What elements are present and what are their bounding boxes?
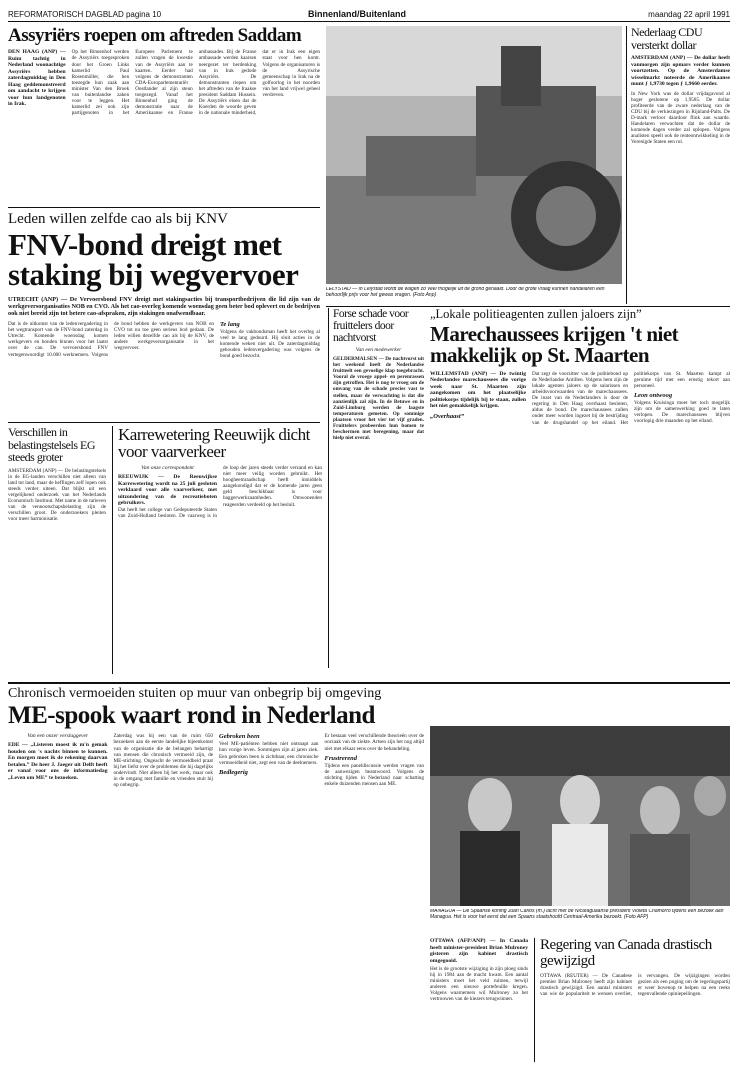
article-lead: WILLEMSTAD (ANP) — De twintig Nederlandse marechaussees die vorige week naar St. Maarten zijn aangekomen om het plaatselijke politiekorps tijdelijk bij te staan, zullen het niet gemakkelijk krijgen. <box>430 370 526 410</box>
tractor-photo-image <box>326 26 622 284</box>
photo-managua-caption: MANAGUA — De Spaanse koning Juan Carlos (m.) lacht met de Nicaraguaanse president Violeta Chamorro tijdens een bezoek aan Managua. Het is voor het eerst dat een Spaans staatshoofd Centraal-Amerika bezoekt. (Foto AFP) <box>430 909 724 920</box>
article-text: AMSTERDAM (ANP) — De belastingstelsels in de EG-landen verschillen niet alleen van land tot land, maar de heffingen zelf lopen ook steeds verder uiteen. Dat blijkt uit een vergelijkend onderzoek van het Nederlands Economisch Instituut. Met name in de tarieven van de vennootschapsbelasting zijn de verschillen groot. De onderzoekers pleiten voor meer harmonisatie. <box>8 467 106 523</box>
article-text: Op het Binnenhof werden de Assyriërs toegesproken door het Groen Links kamerlid Paul Rosenmöller, die hen toezegde hun zaak aan minister Van den Broek van buitenlandse zaken voor te leggen. Het kamerlid zei ook zijn partijgenoten in het Europees Parlement te zullen vragen de kwestie van de Assyriërs aan te kaarten. Eerder had volgens de demonstranten CDA-Europarlementariër Oostlander al zijn steun toegezegd. Vanaf het Binnenhof ging de demonstratie naar de Amerikaanse en Franse ambassades. Bij de Franse ambassade werden kaarsen neergezet ter herdenking van in Irak gedode Assyriërs. De demonstranten riepen om het aftreden van de Iraakse president Saddam Hussein. De Assyriërs eisen dat de Koerden de woorde geven in de nationale minderheid, dat er in Irak een eigen staat voor hen komt. Volgens de organisatoren is de Assyrische gemeenschap in Irak na de golfoorlog in het noorden van het land vrijwel geheel verdreven. <box>71 49 320 117</box>
headline: Marechaussees krijgen 't niet makkelijk op St. Maarten <box>430 321 679 367</box>
subhead-3: Frustrerend <box>324 754 358 762</box>
headline: Assyriërs roepen om aftreden Saddam <box>8 26 302 46</box>
article-reeuwijk <box>112 426 322 674</box>
subhead: „Overhaast” <box>430 412 464 420</box>
article-fnv <box>8 211 320 419</box>
section-name: Binnenland/Buitenland <box>308 9 406 19</box>
article-text-2: Volgens Kruisinga moet het toch mogelijk zijn om de samenwerking goed te laten verlopen. De marechaussees blijven voorlopig drie maanden op het eiland. <box>634 400 730 425</box>
article-text: Dat heeft het college van Gedeputeerde Staten van Zuid-Holland besloten. De vaarweg is in de loop der jaren steeds verder verzand en kan niet meer veilig worden gebruikt. Het hoogheemraadschap heeft inmiddels aangekondigd dat er de komende jaren geen geld beschikbaar is voor baggerwerkzaamheden. Omwonenden reageerden verdeeld op het besluit. <box>118 465 322 519</box>
managua-photo-image <box>430 726 730 906</box>
article-text-2: Veel ME-patiënten hebben niet ontsnapt aan hun vorige leven. Sommigen zijn al jaren ziek. Een gebroken been is zichtbaar, een chronische vermoeidheid niet, zegt een van de deelnemers. <box>219 741 319 766</box>
article-body <box>8 321 320 401</box>
article-body <box>8 733 424 1058</box>
subhead-2: Bedlegerig <box>219 768 248 776</box>
photo-tractor-caption: LELYSTAD — In Lelystad wordt de wagen zo veel mogelijk uit de grond gehaald. Door de grote vraag kunnen handelaren een behoorlijk prijs voor het gewas vragen. (Foto Anp) <box>326 287 605 298</box>
headline: Regering van Canada drastisch gewijzigd <box>540 938 712 969</box>
kicker: Chronisch vermoeiden stuiten op muur van onbegrip bij omgeving <box>8 686 382 701</box>
article-text: GELDERMALSEN — De nachtvorst uit het weekend heeft de Nederlandse fruitteelt een gevoelige klap toegebracht. Vooral de vroege appel- en perenrassen zijn getroffen. Het is nog te vroeg om de omvang van de schade precies vast te stellen, maar de verwachting is dat die aanzienlijk zal zijn. In de Betuwe en in Zuid-Limburg werden de laagste temperaturen gemeten. Op sommige plaatsen vroor het vier tot vijf graden. Fruittelers probeerden hun bomen te beschermen met beregening, maar dat hielp niet overal. <box>333 356 424 442</box>
article-text: Het is de grootste wijziging in zijn ploeg sinds hij in 1984 aan de macht kwam. Een aantal ministers moet het veld ruimen, terwijl anderen een nieuwe portefeuille kregen. Volgens waarnemers wil Mulroney zo het vertrouwen van de kiezers terugwinnen. <box>430 966 528 1003</box>
article-canada <box>534 938 730 1062</box>
byline: Van een medewerker <box>355 347 402 353</box>
article-body <box>118 465 322 665</box>
subhead: Te lang <box>220 321 240 329</box>
issue-date: maandag 22 april 1991 <box>648 10 730 19</box>
article-marechaussees <box>430 308 730 678</box>
headline: Verschillen in belastingstelsels EG steeds groter <box>8 426 95 464</box>
article-cdu <box>626 26 730 304</box>
headline: ME-spook waart rond in Nederland <box>8 702 375 730</box>
photo-tractor <box>326 26 622 284</box>
article-text-3: Er bestaan veel verschillende theorieën over de oorzaak van de ziekte. Artsen zijn het nog altijd niet met elkaar eens over de behandeling. <box>324 733 424 752</box>
kicker: Leden willen zelfde cao als bij KNV <box>8 211 228 227</box>
article-text-4: Tijdens een paneldiscussie werden vragen van de aanwezigen beantwoord. Volgens de stichting lijden in Nederland naar schatting enkele duizenden mensen aan ME. <box>324 762 424 787</box>
article-body <box>8 49 320 199</box>
byline: Van onze correspondent <box>141 465 194 471</box>
article-lead: UTRECHT (ANP) — De Vervoersbond FNV dreigt met stakingsacties bij transportbedrijven die lid zijn van de werkgeversorganisaties NOB en CVO. Als het cao-overleg komende woensdag geen beter bod oplevert en de bedrijven ook niet bereid zijn tot betere cao-afspraken, zijn stakingen onafwendbaar. <box>8 295 320 317</box>
article-body <box>430 371 730 678</box>
article-lead: DEN HAAG (ANP) — Ruim tachtig in Nederland woonachtige Assyriërs hebben zaterdagmiddag in Den Haag geddemonstreerd om aandacht te krijgen voor hun landgenoten in Irak. <box>8 49 66 108</box>
article-text: In New York was de dollar vrijdagavond al hoger geslotene op 1,9585. De dollar profiteerde van de zware nederlaag van de CDU bij de verkiezingen in Rijnland-Palts. De D-mark verloor daardoor flink aan waarde. Handelaren verwachten dat de dollar de komende dagen verder zal oplopen. Volgens analisten speelt ook de renteontwikkeling in de Verenigde Staten een rol. <box>631 90 730 146</box>
subhead-2: Leon ontwoog <box>634 392 673 400</box>
photo-managua <box>430 726 730 906</box>
article-lead: EDE — „Listeren moest ik m'n gemak houden om 's nachts binnen te kunnen. En morgen moet ik de rekening daarvan betalen.” De heer J. Jaeger uit Delft heeft er vanaf voor ons de informatiedag „Leven om ME” te bezoeken. <box>8 742 108 781</box>
article-mespook <box>8 686 424 1062</box>
subhead: Gebroken been <box>219 733 260 741</box>
article-ottawa <box>430 938 528 1062</box>
article-body <box>540 973 730 1053</box>
headline: Nederlaag CDU versterkt dollar <box>631 26 703 52</box>
article-text: Dat zegt de voorzitter van de politiebond op de Nederlandse Antillen. Volgens hem zijn de lokale agenten jaloers op de salarissen en arbeidsvoorwaarden van de marechaussees. De inzet van de Nederlanders is door de regering in Den Haag overhaast besloten, aldus de bond. De marechaussees zullen onder meer worden ingezet bij de bestrijding van de drugshandel op het eiland. Het politiekorps van St. Maarten kampt al geruime tijd met een ernstig tekort aan personeel. <box>532 370 730 426</box>
article-text: Dat is de uitkomst van de ledenvergadering in het wegtransport van de FNV-bond zaterdag in Utrecht. Komende woensdag komen werkgevers en bonden binnen voor het laatst over de cao. De vervoersbond FNV vertegenwoordigt 10.000 werknemers. Volgens de bond hebben de werkgevers van NOB en CVO tot nu toe geen serieus bod gedaan. De leden willen dezelfde cao als bij de KNV, de andere werkgeversorganisatie in het wegvervoer. <box>8 321 214 358</box>
masthead <box>8 6 730 22</box>
byline: Van een onzer verslaggever <box>27 733 89 740</box>
headline: Karrewetering Reeuwijk dicht voor vaarverkeer <box>118 426 310 461</box>
article-lead: AMSTERDAM (ANP) — De dollar heeft vanmorgen zijn opmars verder kunnen voortzetten. Op de Amsterdamse wisselmarkt noteerde de Amerikaanse munt ƒ 1,9730 tegen ƒ 1,9660 eerder. <box>631 55 730 87</box>
article-text: Zaterdag was hij een van de ruim 650 bezoekers aan de eerste landelijke bijeenkomst van de organisatie die de belangen behartigt van mensen die chronisch vermoeid zijn, de ME-stichting. Ongeacht de vermoeidheid praat hij het liefst over de problemen die hij dagelijks ondervindt. Niet alleen bij het werk, maar ook in de omgang met familie en vrienden stuit hij op onbegrip. <box>113 733 213 789</box>
article-text-2: Volgens de vakbondsman heeft het overleg al veel te lang geduurd. Hij sluit acties in de komende weken niet uit. De zaterdagmiddag gehouden ledenvergadering was volgens de bond goed bezocht. <box>220 329 320 360</box>
kicker: „Lokale politieagenten zullen jaloers zijn” <box>430 308 642 321</box>
article-fruittelers <box>328 308 424 668</box>
article-lead: OTTAWA (AFP/ANP) — In Canada heeft minister-president Brian Mulroney gisteren zijn kabinet drastisch omgegooid. <box>430 938 528 964</box>
paper-name: REFORMATORISCH DAGBLAD pagina 10 <box>8 10 162 19</box>
article-assyriers <box>8 26 320 204</box>
headline: FNV-bond dreigt met staking bij wegvervoer <box>8 226 299 292</box>
newspaper-page <box>8 6 730 1062</box>
headline: Forse schade voor fruittelers door nachtvorst <box>333 308 409 344</box>
article-text: OTTAWA (REUTER) — De Canadese premier Brian Mulroney heeft zijn kabinet drastisch gewijzigd. Een aantal ministers van wie de populariteit te wensen overliet, is vervangen. De wijzigingen worden gezien als een poging om de regeringspartij er weer bovenop te helpen na een reeks tegenvallende opiniepeilingen. <box>540 973 730 998</box>
article-verschillen <box>8 426 106 674</box>
article-lead: REEUWIJK — De Reeuwijkse Karrewetering wordt na 25 juli gesloten verklaard voor alle vaarverkeer, met uitzondering van de recreatieboten gebruikers. <box>118 474 217 506</box>
